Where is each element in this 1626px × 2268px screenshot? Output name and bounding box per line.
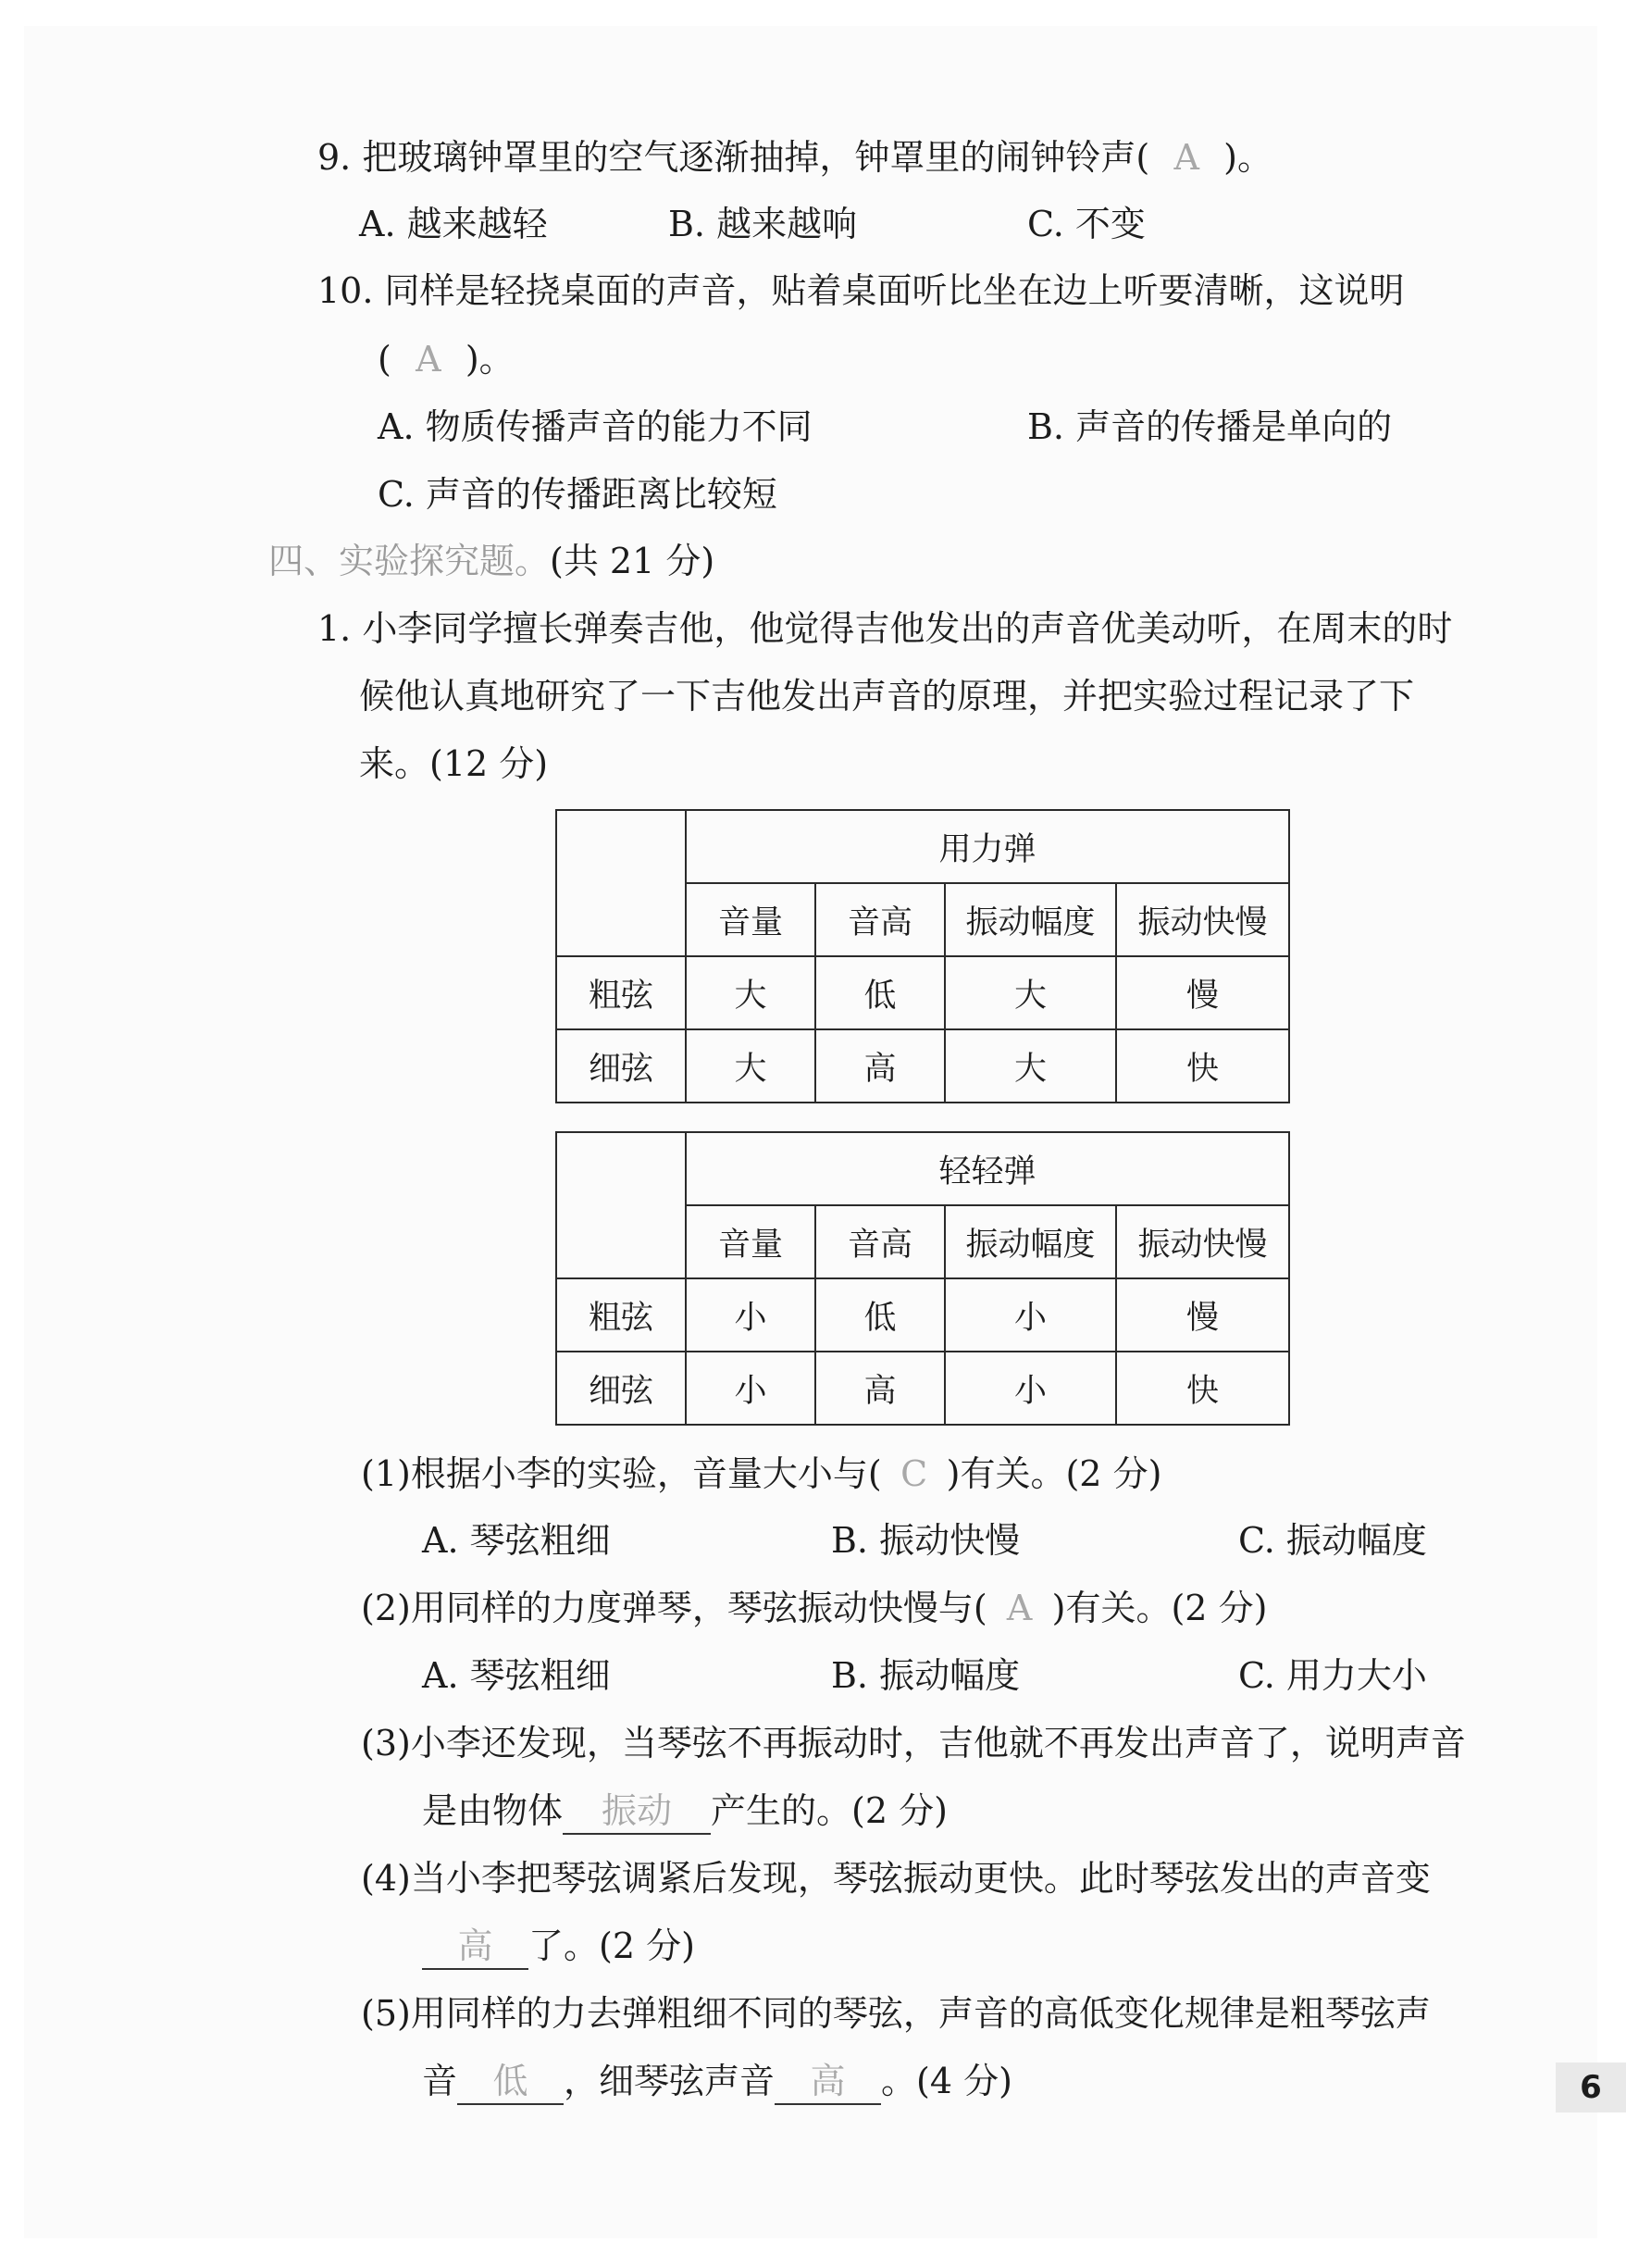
sub2-answer: A: [1006, 1588, 1033, 1628]
table-cell: 慢: [1116, 1278, 1289, 1352]
sub5-text-middle: ，细琴弦声音: [564, 2061, 776, 2101]
table-header-volume: 音量: [686, 883, 815, 956]
sub1-option-a: A. 琴弦粗细: [422, 1520, 611, 1561]
table-cell: 小: [686, 1352, 815, 1425]
experiment-intro-line-2: 候他认真地研究了一下吉他发出声音的原理，并把实验过程记录了下: [359, 676, 1415, 717]
table-cell: 慢: [1116, 956, 1289, 1029]
sub1-answer: C: [900, 1453, 928, 1494]
q9-stem-end: )。: [1223, 137, 1272, 178]
table-header-frequency: 振动快慢: [1116, 1205, 1289, 1278]
sub2-option-c: C. 用力大小: [1238, 1655, 1427, 1696]
sub5-text: 音: [422, 2061, 458, 2101]
sub1-text: (1)根据小李的实验，音量大小与(: [361, 1453, 882, 1494]
sub2-text-end: )有关。(2 分): [1051, 1588, 1268, 1628]
table-cell: 小: [686, 1278, 815, 1352]
table-row: [556, 1352, 1289, 1425]
table-row: [556, 1278, 1289, 1352]
table-header-amplitude: 振动幅度: [945, 883, 1116, 956]
table-cell: 高: [815, 1029, 945, 1103]
table-header-amplitude: 振动幅度: [945, 1205, 1116, 1278]
table-corner-cell: [556, 810, 686, 956]
sub5-answer-blank-2: 高: [775, 2059, 881, 2105]
q10-option-a: A. 物质传播声音的能力不同: [378, 406, 813, 447]
table-cell: 大: [686, 956, 815, 1029]
table-header-frequency: 振动快慢: [1116, 883, 1289, 956]
table-cell: 小: [945, 1352, 1116, 1425]
table-corner-cell: [556, 1132, 686, 1278]
q10-paren-close: )。: [465, 339, 515, 380]
q9-answer: A: [1173, 137, 1199, 178]
q9-option-b: B. 越来越响: [668, 204, 858, 244]
table-cell: 高: [815, 1352, 945, 1425]
q9-stem: [317, 135, 1272, 180]
table-cell: 低: [815, 956, 945, 1029]
sub3-line-2: [422, 1788, 948, 1835]
sub3-text-end: 产生的。(2 分): [711, 1790, 948, 1831]
experiment-table-strong: [555, 809, 1290, 1103]
sub3-text: 是由物体: [422, 1790, 564, 1831]
sub5-answer-blank-1: 低: [457, 2059, 564, 2105]
table-row: [556, 956, 1289, 1029]
sub4-line-2: [422, 1924, 695, 1970]
table-header-volume: 音量: [686, 1205, 815, 1278]
table-header-pitch: 音高: [815, 1205, 945, 1278]
table-cell: 小: [945, 1278, 1116, 1352]
sub3-answer-blank: 振动: [563, 1788, 711, 1835]
table-row-label: 粗弦: [556, 956, 686, 1029]
table-row-label: 细弦: [556, 1029, 686, 1103]
sub4-text-end: 了。(2 分): [528, 1925, 695, 1966]
q9-option-a: A. 越来越轻: [359, 204, 548, 244]
q10-paren-open: (: [378, 339, 391, 380]
sub4-line-1: (4)当小李把琴弦调紧后发现，琴弦振动更快。此时琴弦发出的声音变: [361, 1858, 1431, 1899]
sub1-option-b: B. 振动快慢: [831, 1520, 1021, 1561]
table-cell: 快: [1116, 1029, 1289, 1103]
q10-answer: A: [416, 339, 441, 380]
table-cell: 大: [945, 1029, 1116, 1103]
sub2-option-b: B. 振动幅度: [831, 1655, 1021, 1696]
sub2-option-a: A. 琴弦粗细: [422, 1655, 611, 1696]
experiment-intro-line-3: 来。(12 分): [359, 743, 549, 784]
sub2-text: (2)用同样的力度弹琴，琴弦振动快慢与(: [361, 1588, 987, 1628]
table-group-header: 用力弹: [686, 810, 1289, 883]
table-cell: 大: [686, 1029, 815, 1103]
experiment-intro-line-1: 1. 小李同学擅长弹奏吉他，他觉得吉他发出的声音优美动听，在周末的时: [317, 608, 1453, 649]
sub5-line-1: (5)用同样的力去弹粗细不同的琴弦，声音的高低变化规律是粗琴弦声: [361, 1993, 1431, 2034]
table-row-label: 细弦: [556, 1352, 686, 1425]
sub5-line-2: [422, 2059, 1012, 2105]
q9-stem-text: 9. 把玻璃钟罩里的空气逐渐抽掉，钟罩里的闹钟铃声(: [317, 137, 1150, 178]
section-4-heading: [268, 539, 714, 583]
table-row: [556, 1029, 1289, 1103]
q9-option-c: C. 不变: [1027, 204, 1146, 244]
sub3-line-1: (3)小李还发现，当琴弦不再振动时，吉他就不再发出声音了，说明声音: [361, 1723, 1466, 1763]
table-cell: 快: [1116, 1352, 1289, 1425]
sub5-text-end: 。(4 分): [881, 2061, 1012, 2101]
q10-option-c: C. 声音的传播距离比较短: [378, 474, 777, 515]
table-row-label: 粗弦: [556, 1278, 686, 1352]
sub4-answer-blank: 高: [422, 1924, 528, 1970]
q10-option-b: B. 声音的传播是单向的: [1027, 406, 1393, 447]
table-group-header: 轻轻弹: [686, 1132, 1289, 1205]
sub1-stem: [361, 1452, 1161, 1496]
q10-answer-line: [378, 337, 515, 381]
section-4-score: (共 21 分): [550, 541, 715, 581]
table-cell: 大: [945, 956, 1116, 1029]
section-4-title: 四、实验探究题。: [268, 541, 551, 581]
q10-stem: 10. 同样是轻挠桌面的声音，贴着桌面听比坐在边上听要清晰，这说明: [317, 270, 1405, 311]
table-cell: 低: [815, 1278, 945, 1352]
sub1-text-end: )有关。(2 分): [946, 1453, 1162, 1494]
sub1-option-c: C. 振动幅度: [1238, 1520, 1427, 1561]
sub2-stem: [361, 1586, 1267, 1630]
page-number: 6: [1556, 2062, 1626, 2112]
experiment-table-gentle: [555, 1131, 1290, 1426]
table-header-pitch: 音高: [815, 883, 945, 956]
